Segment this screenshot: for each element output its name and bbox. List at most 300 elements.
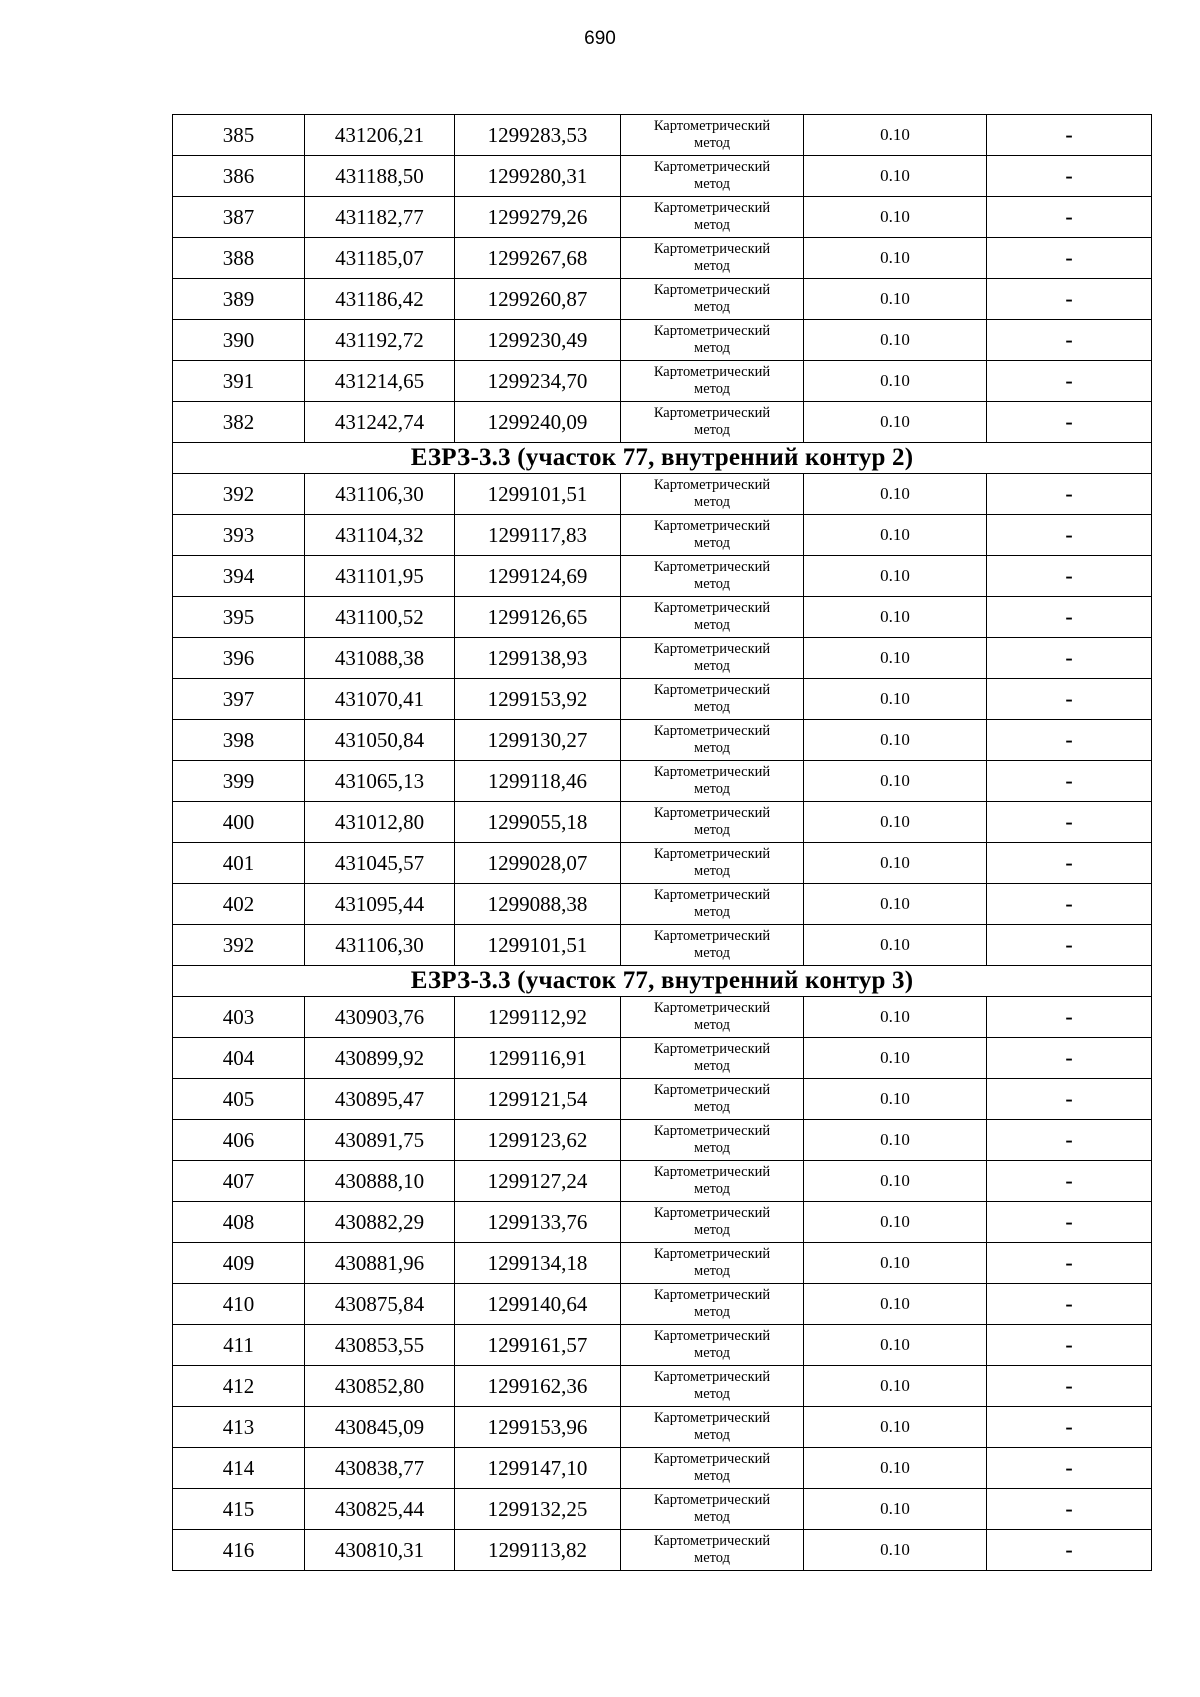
method-line-1: Картометрический xyxy=(653,477,771,493)
x-coordinate-cell: 430825,44 xyxy=(305,1489,455,1530)
method-line-2: метод xyxy=(694,740,730,756)
method-line-1: Картометрический xyxy=(653,805,771,821)
accuracy-cell: 0.10 xyxy=(804,1284,987,1325)
table-row xyxy=(173,320,1152,361)
note-cell: - xyxy=(987,1366,1152,1407)
accuracy-cell: 0.10 xyxy=(804,638,987,679)
point-number-cell: 403 xyxy=(173,997,305,1038)
note-cell: - xyxy=(987,761,1152,802)
point-number-cell: 392 xyxy=(173,925,305,966)
method-line-1: Картометрический xyxy=(653,764,771,780)
note-cell: - xyxy=(987,638,1152,679)
table-row xyxy=(173,597,1152,638)
note-cell: - xyxy=(987,679,1152,720)
method-line-1: Картометрический xyxy=(653,405,771,421)
y-coordinate-cell: 1299134,18 xyxy=(455,1243,621,1284)
method-line-1: Картометрический xyxy=(653,928,771,944)
accuracy-cell: 0.10 xyxy=(804,1325,987,1366)
method-line-1: Картометрический xyxy=(653,1082,771,1098)
method-cell xyxy=(621,1120,804,1161)
y-coordinate-cell: 1299162,36 xyxy=(455,1366,621,1407)
x-coordinate-cell: 431192,72 xyxy=(305,320,455,361)
accuracy-cell: 0.10 xyxy=(804,997,987,1038)
x-coordinate-cell: 430888,10 xyxy=(305,1161,455,1202)
method-cell xyxy=(621,402,804,443)
method-line-1: Картометрический xyxy=(653,1123,771,1139)
note-cell: - xyxy=(987,1120,1152,1161)
method-cell xyxy=(621,638,804,679)
y-coordinate-cell: 1299121,54 xyxy=(455,1079,621,1120)
accuracy-cell: 0.10 xyxy=(804,802,987,843)
point-number-cell: 402 xyxy=(173,884,305,925)
method-line-2: метод xyxy=(694,617,730,633)
note-cell: - xyxy=(987,997,1152,1038)
method-line-1: Картометрический xyxy=(653,723,771,739)
section-title: ЕЗРЗ-3.3 (участок 77, внутренний контур 2) xyxy=(173,443,1152,474)
x-coordinate-cell: 431101,95 xyxy=(305,556,455,597)
accuracy-cell: 0.10 xyxy=(804,1120,987,1161)
y-coordinate-cell: 1299118,46 xyxy=(455,761,621,802)
x-coordinate-cell: 430852,80 xyxy=(305,1366,455,1407)
table-row xyxy=(173,361,1152,402)
x-coordinate-cell: 430903,76 xyxy=(305,997,455,1038)
note-cell: - xyxy=(987,1530,1152,1571)
note-cell: - xyxy=(987,1243,1152,1284)
x-coordinate-cell: 430810,31 xyxy=(305,1530,455,1571)
y-coordinate-cell: 1299138,93 xyxy=(455,638,621,679)
method-line-2: метод xyxy=(694,781,730,797)
method-line-1: Картометрический xyxy=(653,887,771,903)
point-number-cell: 390 xyxy=(173,320,305,361)
method-line-1: Картометрический xyxy=(653,846,771,862)
table-row xyxy=(173,115,1152,156)
note-cell: - xyxy=(987,1489,1152,1530)
y-coordinate-cell: 1299113,82 xyxy=(455,1530,621,1571)
method-cell xyxy=(621,515,804,556)
note-cell: - xyxy=(987,884,1152,925)
table-row xyxy=(173,1489,1152,1530)
note-cell: - xyxy=(987,515,1152,556)
method-line-1: Картометрический xyxy=(653,1041,771,1057)
section-title: ЕЗРЗ-3.3 (участок 77, внутренний контур 3) xyxy=(173,966,1152,997)
note-cell: - xyxy=(987,361,1152,402)
point-number-cell: 406 xyxy=(173,1120,305,1161)
note-cell: - xyxy=(987,843,1152,884)
method-line-2: метод xyxy=(694,576,730,592)
accuracy-cell: 0.10 xyxy=(804,597,987,638)
method-cell xyxy=(621,720,804,761)
note-cell: - xyxy=(987,474,1152,515)
table-row xyxy=(173,515,1152,556)
method-line-1: Картометрический xyxy=(653,200,771,216)
method-cell xyxy=(621,156,804,197)
note-cell: - xyxy=(987,925,1152,966)
method-line-1: Картометрический xyxy=(653,1246,771,1262)
note-cell: - xyxy=(987,197,1152,238)
x-coordinate-cell: 431095,44 xyxy=(305,884,455,925)
point-number-cell: 385 xyxy=(173,115,305,156)
note-cell: - xyxy=(987,1448,1152,1489)
accuracy-cell: 0.10 xyxy=(804,361,987,402)
method-line-2: метод xyxy=(694,658,730,674)
method-line-2: метод xyxy=(694,1017,730,1033)
table-row xyxy=(173,197,1152,238)
note-cell: - xyxy=(987,1284,1152,1325)
page-number: 690 xyxy=(584,28,616,49)
accuracy-cell: 0.10 xyxy=(804,1366,987,1407)
point-number-cell: 410 xyxy=(173,1284,305,1325)
method-line-1: Картометрический xyxy=(653,641,771,657)
table-row xyxy=(173,720,1152,761)
accuracy-cell: 0.10 xyxy=(804,238,987,279)
point-number-cell: 412 xyxy=(173,1366,305,1407)
accuracy-cell: 0.10 xyxy=(804,720,987,761)
note-cell: - xyxy=(987,320,1152,361)
table-row xyxy=(173,761,1152,802)
accuracy-cell: 0.10 xyxy=(804,1448,987,1489)
table-row xyxy=(173,402,1152,443)
method-cell xyxy=(621,474,804,515)
method-line-1: Картометрический xyxy=(653,518,771,534)
method-cell xyxy=(621,1202,804,1243)
method-line-2: метод xyxy=(694,1468,730,1484)
y-coordinate-cell: 1299132,25 xyxy=(455,1489,621,1530)
coordinates-table xyxy=(172,114,1152,1571)
y-coordinate-cell: 1299055,18 xyxy=(455,802,621,843)
accuracy-cell: 0.10 xyxy=(804,197,987,238)
table-row xyxy=(173,1120,1152,1161)
point-number-cell: 413 xyxy=(173,1407,305,1448)
note-cell: - xyxy=(987,720,1152,761)
table-row xyxy=(173,238,1152,279)
table-row xyxy=(173,925,1152,966)
x-coordinate-cell: 431070,41 xyxy=(305,679,455,720)
table-row xyxy=(173,279,1152,320)
method-line-2: метод xyxy=(694,1550,730,1566)
y-coordinate-cell: 1299112,92 xyxy=(455,997,621,1038)
accuracy-cell: 0.10 xyxy=(804,1038,987,1079)
table-row xyxy=(173,802,1152,843)
method-cell xyxy=(621,1530,804,1571)
method-cell xyxy=(621,238,804,279)
x-coordinate-cell: 431188,50 xyxy=(305,156,455,197)
x-coordinate-cell: 431045,57 xyxy=(305,843,455,884)
table-row xyxy=(173,843,1152,884)
method-line-1: Картометрический xyxy=(653,1451,771,1467)
y-coordinate-cell: 1299028,07 xyxy=(455,843,621,884)
method-cell xyxy=(621,279,804,320)
x-coordinate-cell: 431088,38 xyxy=(305,638,455,679)
y-coordinate-cell: 1299101,51 xyxy=(455,474,621,515)
method-cell xyxy=(621,925,804,966)
method-line-2: метод xyxy=(694,1509,730,1525)
point-number-cell: 382 xyxy=(173,402,305,443)
note-cell: - xyxy=(987,1161,1152,1202)
method-line-1: Картометрический xyxy=(653,118,771,134)
y-coordinate-cell: 1299101,51 xyxy=(455,925,621,966)
point-number-cell: 401 xyxy=(173,843,305,884)
table-row xyxy=(173,884,1152,925)
accuracy-cell: 0.10 xyxy=(804,761,987,802)
method-line-2: метод xyxy=(694,217,730,233)
point-number-cell: 392 xyxy=(173,474,305,515)
y-coordinate-cell: 1299117,83 xyxy=(455,515,621,556)
y-coordinate-cell: 1299116,91 xyxy=(455,1038,621,1079)
method-line-2: метод xyxy=(694,176,730,192)
method-line-2: метод xyxy=(694,945,730,961)
x-coordinate-cell: 431182,77 xyxy=(305,197,455,238)
method-line-2: метод xyxy=(694,135,730,151)
table-row xyxy=(173,1243,1152,1284)
table-row xyxy=(173,679,1152,720)
table-row xyxy=(173,1079,1152,1120)
y-coordinate-cell: 1299130,27 xyxy=(455,720,621,761)
x-coordinate-cell: 431242,74 xyxy=(305,402,455,443)
method-line-2: метод xyxy=(694,1345,730,1361)
note-cell: - xyxy=(987,556,1152,597)
section-header-row xyxy=(173,443,1152,474)
method-line-2: метод xyxy=(694,1263,730,1279)
point-number-cell: 399 xyxy=(173,761,305,802)
method-line-2: метод xyxy=(694,1058,730,1074)
method-cell xyxy=(621,320,804,361)
y-coordinate-cell: 1299230,49 xyxy=(455,320,621,361)
x-coordinate-cell: 431185,07 xyxy=(305,238,455,279)
accuracy-cell: 0.10 xyxy=(804,843,987,884)
x-coordinate-cell: 430853,55 xyxy=(305,1325,455,1366)
note-cell: - xyxy=(987,1202,1152,1243)
accuracy-cell: 0.10 xyxy=(804,156,987,197)
method-line-2: метод xyxy=(694,1099,730,1115)
point-number-cell: 414 xyxy=(173,1448,305,1489)
accuracy-cell: 0.10 xyxy=(804,1079,987,1120)
x-coordinate-cell: 430845,09 xyxy=(305,1407,455,1448)
method-cell xyxy=(621,843,804,884)
method-cell xyxy=(621,1448,804,1489)
table-row xyxy=(173,1038,1152,1079)
x-coordinate-cell: 431104,32 xyxy=(305,515,455,556)
table-row xyxy=(173,556,1152,597)
accuracy-cell: 0.10 xyxy=(804,320,987,361)
method-line-1: Картометрический xyxy=(653,1000,771,1016)
method-line-2: метод xyxy=(694,904,730,920)
method-cell xyxy=(621,1489,804,1530)
y-coordinate-cell: 1299147,10 xyxy=(455,1448,621,1489)
method-line-1: Картометрический xyxy=(653,600,771,616)
method-line-1: Картометрический xyxy=(653,1369,771,1385)
y-coordinate-cell: 1299234,70 xyxy=(455,361,621,402)
point-number-cell: 394 xyxy=(173,556,305,597)
note-cell: - xyxy=(987,802,1152,843)
method-line-1: Картометрический xyxy=(653,159,771,175)
point-number-cell: 388 xyxy=(173,238,305,279)
note-cell: - xyxy=(987,1079,1152,1120)
coordinates-table-body xyxy=(173,115,1152,1571)
accuracy-cell: 0.10 xyxy=(804,1161,987,1202)
accuracy-cell: 0.10 xyxy=(804,1202,987,1243)
method-cell xyxy=(621,802,804,843)
y-coordinate-cell: 1299267,68 xyxy=(455,238,621,279)
method-line-1: Картометрический xyxy=(653,1164,771,1180)
x-coordinate-cell: 430838,77 xyxy=(305,1448,455,1489)
method-line-1: Картометрический xyxy=(653,559,771,575)
point-number-cell: 387 xyxy=(173,197,305,238)
method-line-2: метод xyxy=(694,1427,730,1443)
table-row xyxy=(173,1202,1152,1243)
y-coordinate-cell: 1299140,64 xyxy=(455,1284,621,1325)
y-coordinate-cell: 1299280,31 xyxy=(455,156,621,197)
method-line-2: метод xyxy=(694,822,730,838)
x-coordinate-cell: 430899,92 xyxy=(305,1038,455,1079)
y-coordinate-cell: 1299127,24 xyxy=(455,1161,621,1202)
method-cell xyxy=(621,1284,804,1325)
method-line-1: Картометрический xyxy=(653,1492,771,1508)
method-line-2: метод xyxy=(694,863,730,879)
method-line-2: метод xyxy=(694,1222,730,1238)
method-line-2: метод xyxy=(694,299,730,315)
point-number-cell: 386 xyxy=(173,156,305,197)
note-cell: - xyxy=(987,238,1152,279)
table-row xyxy=(173,474,1152,515)
method-line-1: Картометрический xyxy=(653,241,771,257)
x-coordinate-cell: 430882,29 xyxy=(305,1202,455,1243)
method-line-2: метод xyxy=(694,699,730,715)
y-coordinate-cell: 1299153,92 xyxy=(455,679,621,720)
table-row xyxy=(173,1366,1152,1407)
note-cell: - xyxy=(987,1407,1152,1448)
method-cell xyxy=(621,597,804,638)
method-line-2: метод xyxy=(694,258,730,274)
accuracy-cell: 0.10 xyxy=(804,884,987,925)
x-coordinate-cell: 430895,47 xyxy=(305,1079,455,1120)
y-coordinate-cell: 1299260,87 xyxy=(455,279,621,320)
point-number-cell: 393 xyxy=(173,515,305,556)
point-number-cell: 397 xyxy=(173,679,305,720)
note-cell: - xyxy=(987,402,1152,443)
method-cell xyxy=(621,556,804,597)
method-cell xyxy=(621,1079,804,1120)
method-cell xyxy=(621,1366,804,1407)
x-coordinate-cell: 431012,80 xyxy=(305,802,455,843)
point-number-cell: 411 xyxy=(173,1325,305,1366)
accuracy-cell: 0.10 xyxy=(804,1489,987,1530)
y-coordinate-cell: 1299283,53 xyxy=(455,115,621,156)
note-cell: - xyxy=(987,1325,1152,1366)
table-row xyxy=(173,1448,1152,1489)
method-line-2: метод xyxy=(694,1181,730,1197)
method-line-1: Картометрический xyxy=(653,682,771,698)
method-cell xyxy=(621,197,804,238)
table-row xyxy=(173,1325,1152,1366)
x-coordinate-cell: 431206,21 xyxy=(305,115,455,156)
method-line-2: метод xyxy=(694,1304,730,1320)
method-line-2: метод xyxy=(694,1140,730,1156)
method-cell xyxy=(621,1325,804,1366)
point-number-cell: 398 xyxy=(173,720,305,761)
accuracy-cell: 0.10 xyxy=(804,1530,987,1571)
point-number-cell: 396 xyxy=(173,638,305,679)
y-coordinate-cell: 1299161,57 xyxy=(455,1325,621,1366)
point-number-cell: 408 xyxy=(173,1202,305,1243)
method-cell xyxy=(621,997,804,1038)
point-number-cell: 405 xyxy=(173,1079,305,1120)
point-number-cell: 409 xyxy=(173,1243,305,1284)
y-coordinate-cell: 1299123,62 xyxy=(455,1120,621,1161)
accuracy-cell: 0.10 xyxy=(804,679,987,720)
y-coordinate-cell: 1299088,38 xyxy=(455,884,621,925)
note-cell: - xyxy=(987,156,1152,197)
x-coordinate-cell: 431065,13 xyxy=(305,761,455,802)
x-coordinate-cell: 431106,30 xyxy=(305,474,455,515)
x-coordinate-cell: 430881,96 xyxy=(305,1243,455,1284)
y-coordinate-cell: 1299124,69 xyxy=(455,556,621,597)
method-cell xyxy=(621,761,804,802)
y-coordinate-cell: 1299126,65 xyxy=(455,597,621,638)
table-row xyxy=(173,1530,1152,1571)
accuracy-cell: 0.10 xyxy=(804,515,987,556)
y-coordinate-cell: 1299279,26 xyxy=(455,197,621,238)
method-cell xyxy=(621,361,804,402)
method-line-1: Картометрический xyxy=(653,323,771,339)
method-line-1: Картометрический xyxy=(653,1410,771,1426)
table-row xyxy=(173,1161,1152,1202)
table-row xyxy=(173,1284,1152,1325)
note-cell: - xyxy=(987,597,1152,638)
method-line-2: метод xyxy=(694,535,730,551)
method-line-1: Картометрический xyxy=(653,1205,771,1221)
accuracy-cell: 0.10 xyxy=(804,402,987,443)
method-line-2: метод xyxy=(694,381,730,397)
method-cell xyxy=(621,115,804,156)
x-coordinate-cell: 430875,84 xyxy=(305,1284,455,1325)
accuracy-cell: 0.10 xyxy=(804,474,987,515)
method-line-2: метод xyxy=(694,494,730,510)
method-line-1: Картометрический xyxy=(653,364,771,380)
x-coordinate-cell: 431186,42 xyxy=(305,279,455,320)
note-cell: - xyxy=(987,279,1152,320)
accuracy-cell: 0.10 xyxy=(804,556,987,597)
note-cell: - xyxy=(987,1038,1152,1079)
x-coordinate-cell: 431214,65 xyxy=(305,361,455,402)
accuracy-cell: 0.10 xyxy=(804,279,987,320)
method-cell xyxy=(621,884,804,925)
point-number-cell: 416 xyxy=(173,1530,305,1571)
accuracy-cell: 0.10 xyxy=(804,115,987,156)
method-line-1: Картометрический xyxy=(653,1533,771,1549)
x-coordinate-cell: 431106,30 xyxy=(305,925,455,966)
x-coordinate-cell: 430891,75 xyxy=(305,1120,455,1161)
accuracy-cell: 0.10 xyxy=(804,925,987,966)
method-cell xyxy=(621,679,804,720)
point-number-cell: 400 xyxy=(173,802,305,843)
y-coordinate-cell: 1299133,76 xyxy=(455,1202,621,1243)
method-line-1: Картометрический xyxy=(653,1328,771,1344)
y-coordinate-cell: 1299240,09 xyxy=(455,402,621,443)
table-row xyxy=(173,1407,1152,1448)
point-number-cell: 391 xyxy=(173,361,305,402)
method-cell xyxy=(621,1407,804,1448)
accuracy-cell: 0.10 xyxy=(804,1243,987,1284)
method-cell xyxy=(621,1161,804,1202)
method-cell xyxy=(621,1038,804,1079)
section-header-row xyxy=(173,966,1152,997)
point-number-cell: 395 xyxy=(173,597,305,638)
table-row xyxy=(173,156,1152,197)
x-coordinate-cell: 431100,52 xyxy=(305,597,455,638)
method-line-2: метод xyxy=(694,422,730,438)
point-number-cell: 389 xyxy=(173,279,305,320)
point-number-cell: 407 xyxy=(173,1161,305,1202)
